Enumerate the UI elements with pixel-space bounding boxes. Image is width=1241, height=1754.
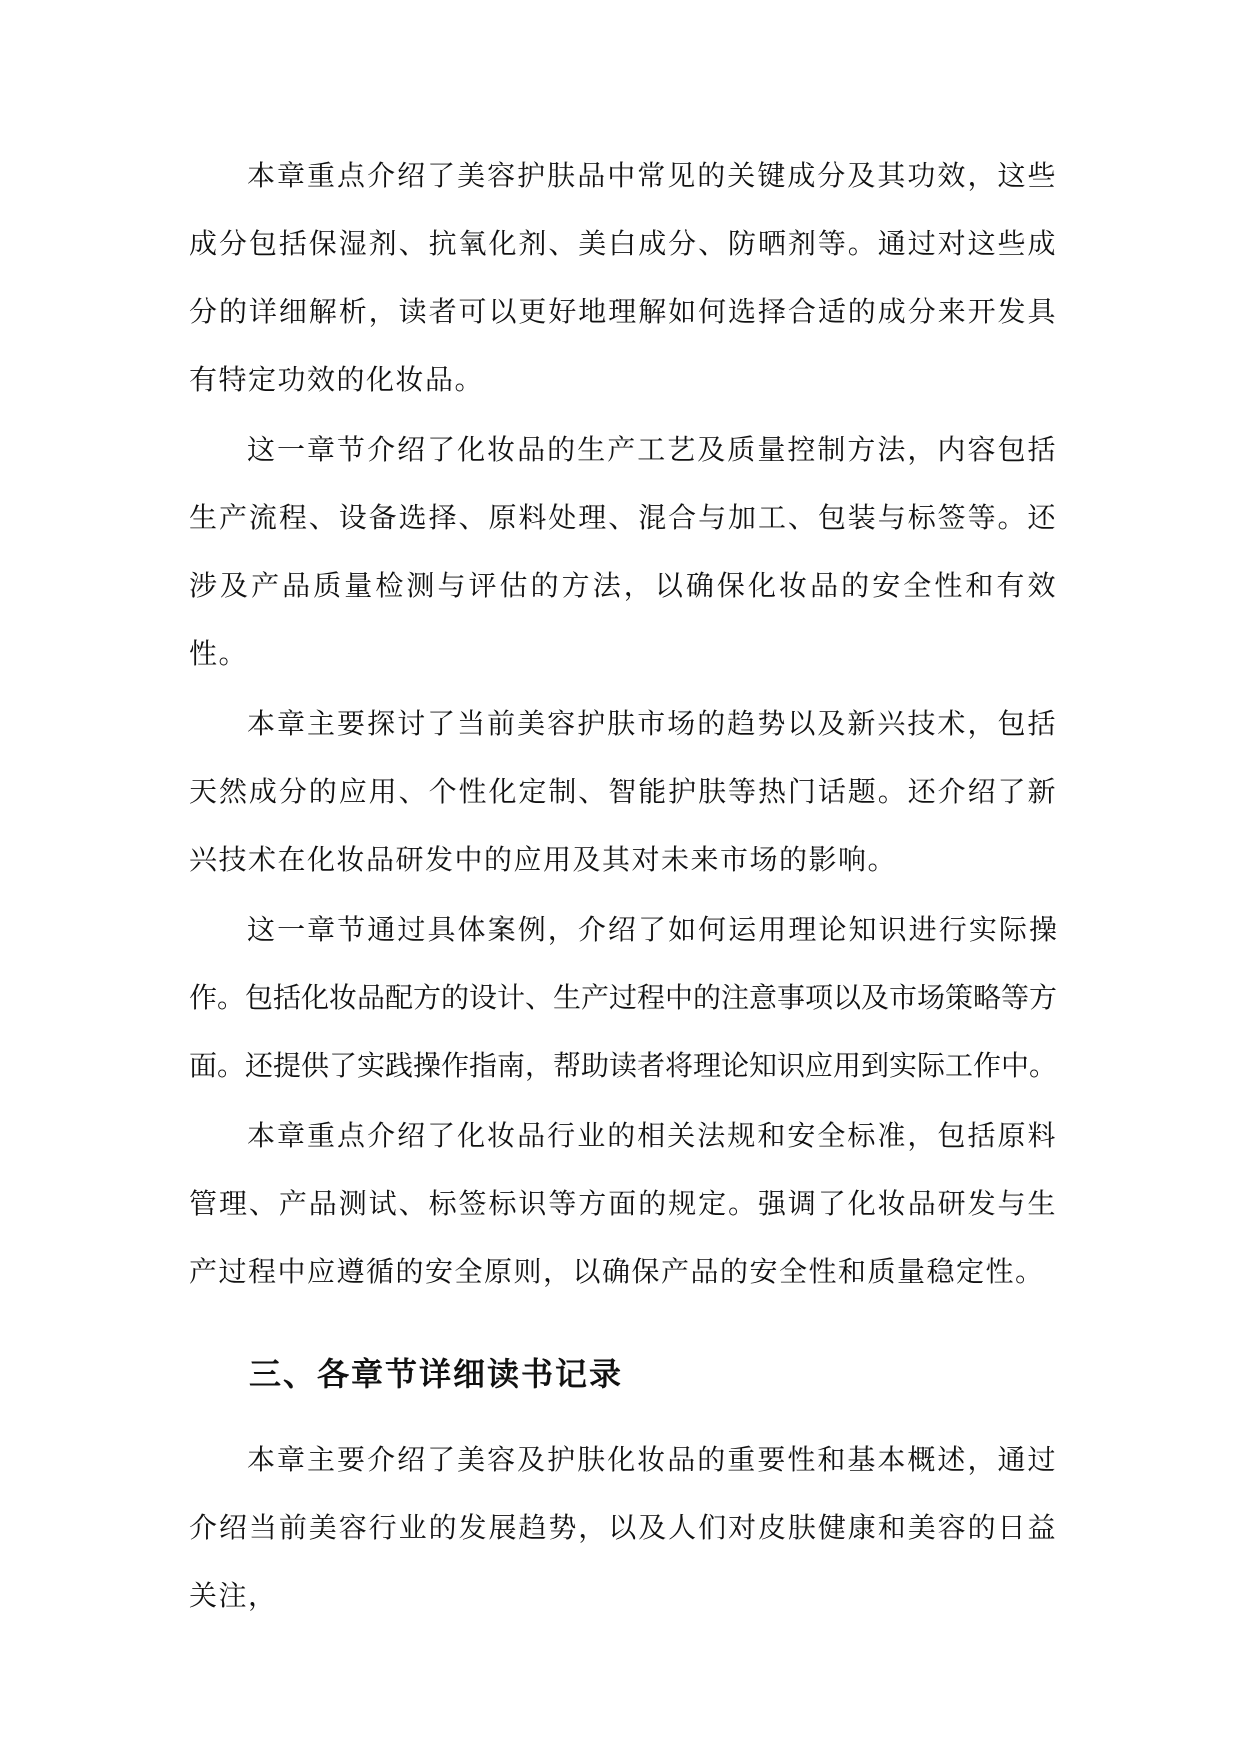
document-body: [189, 142, 1057, 1632]
paragraph-case-studies: 这一章节通过具体案例，介绍了如何运用理论知识进行实际操作。包括化妆品配方的设计、生产过程中的注意事项以及市场策略等方面。还提供了实践操作指南，帮助读者将理论知识应用到实际工作中。: [189, 913, 1058, 1082]
paragraph-chapter-overview: 本章主要介绍了美容及护肤化妆品的重要性和基本概述，通过介绍当前美容行业的发展趋势，以及人们对皮肤健康和美容的日益关注，: [189, 1443, 1057, 1612]
paragraph-key-ingredients: 本章重点介绍了美容护肤品中常见的关键成分及其功效，这些成分包括保湿剂、抗氧化剂、美白成分、防晒剂等。通过对这些成分的详细解析，读者可以更好地理解如何选择合适的成分来开发具有特定功效的化妆品。: [189, 159, 1057, 396]
paragraph-production-process: 这一章节介绍了化妆品的生产工艺及质量控制方法，内容包括生产流程、设备选择、原料处理、混合与加工、包装与标签等。还涉及产品质量检测与评估的方法，以确保化妆品的安全性和有效性。: [189, 433, 1057, 670]
paragraph-regulations: 本章重点介绍了化妆品行业的相关法规和安全标准，包括原料管理、产品测试、标签标识等方面的规定。强调了化妆品研发与生产过程中应遵循的安全原则，以确保产品的安全性和质量稳定性。: [189, 1119, 1057, 1288]
section-heading: 三、各章节详细读书记录: [249, 1355, 624, 1393]
paragraph-market-trends: 本章主要探讨了当前美容护肤市场的趋势以及新兴技术，包括天然成分的应用、个性化定制、智能护肤等热门话题。还介绍了新兴技术在化妆品研发中的应用及其对未来市场的影响。: [189, 707, 1057, 876]
